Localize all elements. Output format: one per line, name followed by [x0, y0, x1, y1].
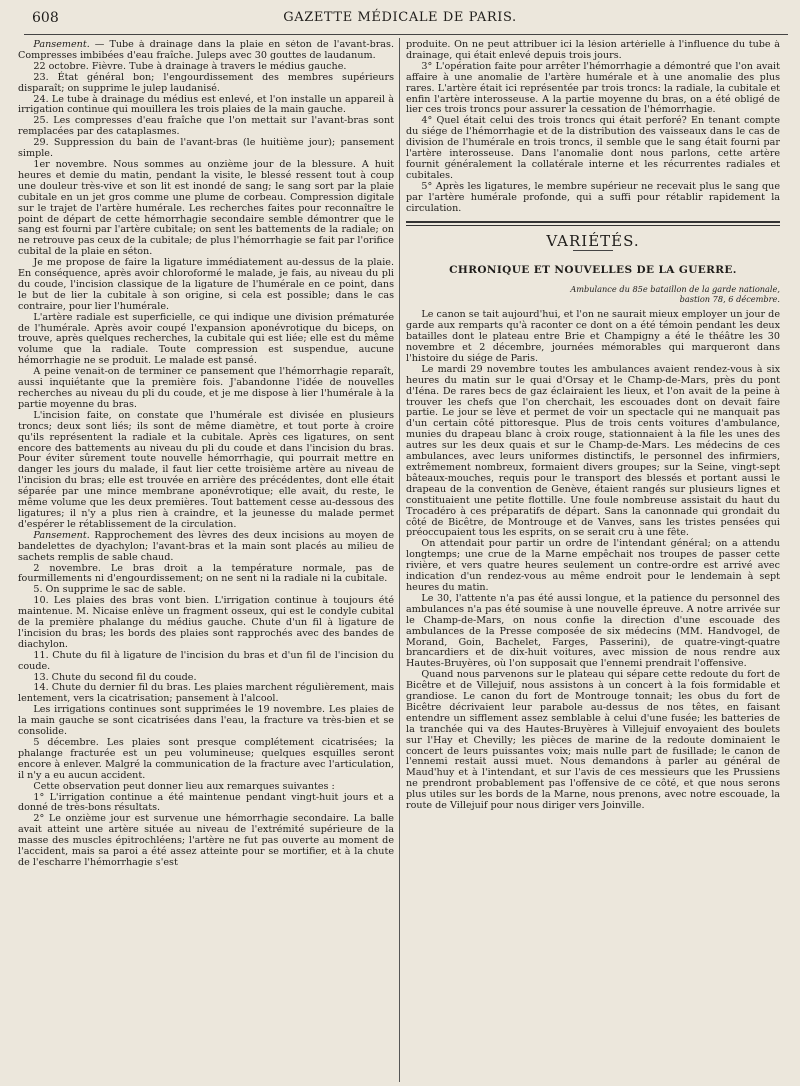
paragraph: 1er novembre. Nous sommes au onzième jour de la blessure. A huit heures et demie du matin, pendant la visite, le blessé ressent tout à coup une douleur très-vive et son lit est inondé de sang; le sang sort par la plaie cubitale en un jet gros comme une plume de corbeau. Compression digitale sur le trajet de l'artère humérale. Les recherches faites pour reconnaître le point de départ de cette hémorrhagie secondaire semble démontrer que le sang est fourni par l'artère cubitale; on sent les battements de la radiale; on ne retrouve pas ceux de la cubitale; de plus l'hémorrhagie se fait par l'orifice cubital de la plaie en séton.: [18, 158, 394, 258]
paragraph: Cette observation peut donner lieu aux remarques suivantes :: [33, 780, 335, 792]
dateline: [406, 284, 780, 304]
paragraph: 14. Chute du dernier fil du bras. Les plaies marchent régulièrement, mais lentement, vers la cicatrisation; pansement à l'alcool.: [18, 682, 394, 705]
paragraph: L'artère radiale est superficielle, ce qui indique une division prématurée de l'humérale. Après avoir coupé l'expansion aponévrotique du biceps, on trouve, après quelques recherches, la cubitale qui est liée; elle est du même volume que la radiale. Toute compression est suspendue, aucune hémorrhagie ne se produit. Le malade est pansé.: [18, 311, 394, 367]
paragraph-lead: Pansement.: [33, 529, 90, 541]
dateline-line: Ambulance du 85e bataillon de la garde nationale,: [570, 284, 780, 295]
dateline-line: bastion 78, 6 décembre.: [679, 294, 780, 305]
journal-title: GAZETTE MÉDICALE DE PARIS.: [283, 10, 517, 25]
paragraph: 29. Suppression du bain de l'avant-bras (le huitième jour); pansement simple.: [18, 137, 394, 160]
paragraph: Le canon se tait aujourd'hui, et l'on ne saurait mieux employer un jour de garde aux remparts qu'à raconter ce dont on a été témoin pendant les deux batailles dont le plateau entre Brie et Champigny a été le théâtre les 30 novembre et 2 décembre, journées mémorables qui marqueront dans l'histoire du siége de Paris.: [406, 309, 780, 364]
section-rule: [406, 221, 780, 226]
paragraph: 11. Chute du fil à ligature de l'incision du bras et d'un fil de l'incision du coude.: [18, 649, 394, 672]
paragraph: 25. Les compresses d'eau fraîche que l'on mettait sur l'avant-bras sont remplacées par des cataplasmes.: [18, 115, 394, 138]
paragraph: On attendait pour partir un ordre de l'intendant général; on a attendu longtemps; une crue de la Marne empêchait nos troupes de passer cette rivière, et vers quatre heures seulement un contre-ordre est arrivé avec indication d'un rendez-vous au même endroit pour le lendemain à sept heures du matin.: [406, 538, 780, 593]
paragraph: Je me propose de faire la ligature immédiatement au-dessus de la plaie. En conséquence, après avoir chloroformé le malade, je fais, au niveau du pli du coude, l'incision classique de la ligature de l'humérale en ce point, dans le but de lier la cubitale à son origine, si cela est possible; dans le cas contraire, pour lier l'humérale.: [18, 257, 394, 312]
paragraph: Quand nous parvenons sur le plateau qui sépare cette redoute du fort de Bicêtre et de Villejuif, nous assistons à un concert à la fois formidable et grandiose. Le canon du fort de Montrouge tonnait; les obus du fort de Bicêtre décrivaient leur parabole au-dessus de nos têtes, en faisant entendre un sifflement assez semblable à celui d'une fusée; les batteries de la tranchée qui va des Hautes-Bruyères à Villejuif envoyaient des boulets sur l'Hay et Chevilly; les pièces de marine de la redoute dominaient le concert de leurs puissantes voix; mais nulle part de fusillade; le canon de l'ennemi restait aussi muet. Nous demandons à parler au général de Maud'huy et à l'intendant, et sur l'avis de ces messieurs que les Prussiens ne prendront probablement pas l'offensive de ce côté, et que nous serons plus utiles sur les bords de la Marne, nous prenons, avec notre escouade, la route de Villejuif pour nous diriger vers Joinville.: [406, 669, 780, 812]
paragraph: 2° Le onzième jour est survenue une hémorrhagie secondaire. La balle avait atteint une artère située au niveau de l'extrémité supérieure de la masse des muscles épitrochléens; l'artère ne fut pas ouverte au moment de l'accident, mais sa paroi a été assez atteinte pour se mortifier, et à la chute de l'escharre l'hémorrhagie s'est: [18, 813, 394, 868]
paragraph: 1° L'irrigation continue a été maintenue pendant vingt-huit jours et a donné de très-bons résultats.: [18, 791, 394, 814]
paragraph: 3° L'opération faite pour arrêter l'hémorrhagie a démontré que l'on avait affaire à une anomalie de l'artère humérale et à une anomalie des plus rares. L'artère était ici représentée par trois troncs: la radiale, la cubitale et enfin l'artère interosseuse. A la partie moyenne du bras, on a été obligé de lier ces trois troncs pour assurer la cessation de l'hémorrhagie.: [406, 60, 780, 116]
paragraph: 10. Les plaies des bras vont bien. L'irrigation continue à toujours été maintenue. M. Nicaise enlève un fragment osseux, qui est le condyle cubital de la première phalange du médius gauche. Chute d'un fil à ligature de l'incision du bras; les bords des plaies sont rapprochés avec des bandes de diachylon.: [18, 595, 394, 650]
paragraph-text: Rapprochement des lèvres des deux incisions au moyen de bandelettes de dyachylon; l'avant-bras et la main sont placés au milieu de sachets remplis de sable chaud.: [18, 529, 394, 563]
chronicle-title: CHRONIQUE ET NOUVELLES DE LA GUERRE.: [449, 264, 737, 277]
paragraph: 5 décembre. Les plaies sont presque complétement cicatrisées; la phalange fracturée est un peu volumineuse; quelques esquilles seront encore à enlever. Malgré la communication de la fracture avec l'articulation, il n'y a eu aucun accident.: [18, 737, 394, 781]
title-underline: [573, 250, 613, 251]
paragraph: 5. On supprime le sac de sable.: [33, 584, 186, 596]
paragraph: Les irrigations continues sont supprimées le 19 novembre. Les plaies de la main gauche se sont cicatrisées dans l'eau, la fracture va très-bien et se consolide.: [18, 704, 394, 738]
page-number: 608: [32, 10, 59, 26]
paragraph: 23. État général bon; l'engourdissement des membres supérieurs disparaît; on supprime le julep laudanisé.: [18, 71, 394, 94]
paragraph: 24. Le tube à drainage du médius est enlevé, et l'on installe un appareil à irrigation continue qui mouillera les trois plaies de la main gauche.: [18, 93, 394, 116]
paragraph: L'incision faite, on constate que l'humérale est divisée en plusieurs troncs; deux sont liés; ils sont de même diamètre, et tout porte à croire qu'ils représentent la radiale et la cubitale. Après ces ligatures, on sent encore des battements au niveau du pli du coude et dans l'incision du bras. Pour éviter sûrement toute nouvelle hémorrhagie, qui pourrait mettre en danger les jours du malade, il faut lier cette troisième artère au niveau de l'incision du bras; elle est trouvée en arrière des précédentes, dont elle était séparée par une mince membrane aponévrotique; elle avait, du reste, le même volume que les deux premières. Tout battement cesse au-dessous des ligatures; il n'y a plus rien à craindre, et la jeunesse du malade permet d'espérer le rétablissement de la circulation.: [18, 409, 394, 530]
paragraph: A peine venait-on de terminer ce pansement que l'hémorrhagie reparaît, aussi inquiétante que la première fois. J'abandonne l'idée de nouvelles recherches au niveau du pli du coude, et je me dispose à lier l'humérale à la partie moyenne du bras.: [18, 366, 394, 410]
paragraph: 5° Après les ligatures, le membre supérieur ne recevait plus le sang que par l'artère humérale profonde, qui a suffi pour rétablir rapidement la circulation.: [406, 180, 780, 214]
paragraph: 22 octobre. Fièvre. Tube à drainage à travers le médius gauche.: [33, 60, 347, 72]
paragraph-lead: Pansement.: [33, 40, 90, 50]
paragraph: 2 novembre. Le bras droit a la température normale, pas de fourmillements ni d'engourdissement; on ne sent ni la radiale ni la cubitale.: [18, 562, 394, 585]
paragraph: Le 30, l'attente n'a pas été aussi longue, et la patience du personnel des ambulances n'a pas été soumise à une nouvelle épreuve. A notre arrivée sur le Champ-de-Mars, on nous confie la direction d'une escouade des ambulances de la Presse composée de six médecins (MM. Handvogel, de Morand, Goin, Bachelet, Farges, Passerini), de quatre-vingt-quatre brancardiers et de dix-huit voitures, avec mission de nous rendre aux Hautes-Bruyères, où l'on supposait que l'ennemi prendrait l'offensive.: [406, 592, 780, 670]
paragraph: [18, 40, 394, 62]
paragraph: 4° Quel était celui des trois troncs qui était perforé? En tenant compte du siége de l'hémorrhagie et de la distribution des vaisseaux dans le cas de division de l'humérale en trois troncs, il semble que le sang était fourni par l'artère interosseuse. Dans l'anomalie dont nous parlons, cette artère fournit généralement la collatérale interne et les récurrentes radiales et cubitales.: [406, 115, 780, 181]
paragraph-text: — Tube à drainage dans la plaie en séton de l'avant-bras. Compresses imbibées d'eau fraîche. Juleps avec 30 gouttes de laudanum.: [18, 40, 394, 61]
column-divider: [399, 38, 400, 1082]
section-title: VARIÉTÉS.: [546, 231, 640, 250]
page-header: [8, 6, 792, 36]
paragraph: 13. Chute du second fil du coude.: [33, 671, 197, 683]
paragraph: produite. On ne peut attribuer ici la lésion artérielle à l'influence du tube à drainage, qui était enlevé depuis trois jours.: [406, 40, 780, 61]
paragraph: [18, 531, 394, 564]
paragraph: Le mardi 29 novembre toutes les ambulances avaient rendez-vous à six heures du matin sur le quai d'Orsay et le Champ-de-Mars, près du pont d'Iéna. De rares becs de gaz éclairaient les lieux, et l'on avait de la peine à trouver les chefs que l'on cherchait, les escouades dont on devait faire partie. Le jour se lève et permet de voir un spectacle qui ne manquait pas d'un certain côté pittoresque. Plus de trois cents voitures d'ambulance, munies du drapeau blanc à croix rouge, stationnaient à la file les unes des autres sur les deux quais et sur le Champ-de-Mars. Les médecins de ces ambulances, avec leurs uniformes distinctifs, le personnel des infirmiers, extrêmement nombreux, formaient divers groupes; sur la Seine, vingt-sept bâteaux-mouches, requis pour le transport des blessés et portant aussi le drapeau de la convention de Genève, étaient rangés sur plusieurs lignes et constituaient une petite flottille. Une foule nombreuse assistait du haut du Trocadéro à ces préparatifs de départ. Sans la canonnade qui grondait du côté de Bicêtre, de Montrouge et de Vanves, sans les tristes pensées qui préoccupaient tous les esprits, on se serait cru à une fête.: [406, 363, 780, 539]
header-rule: [24, 34, 788, 35]
right-column: [406, 40, 780, 1070]
left-column: [18, 40, 394, 1070]
